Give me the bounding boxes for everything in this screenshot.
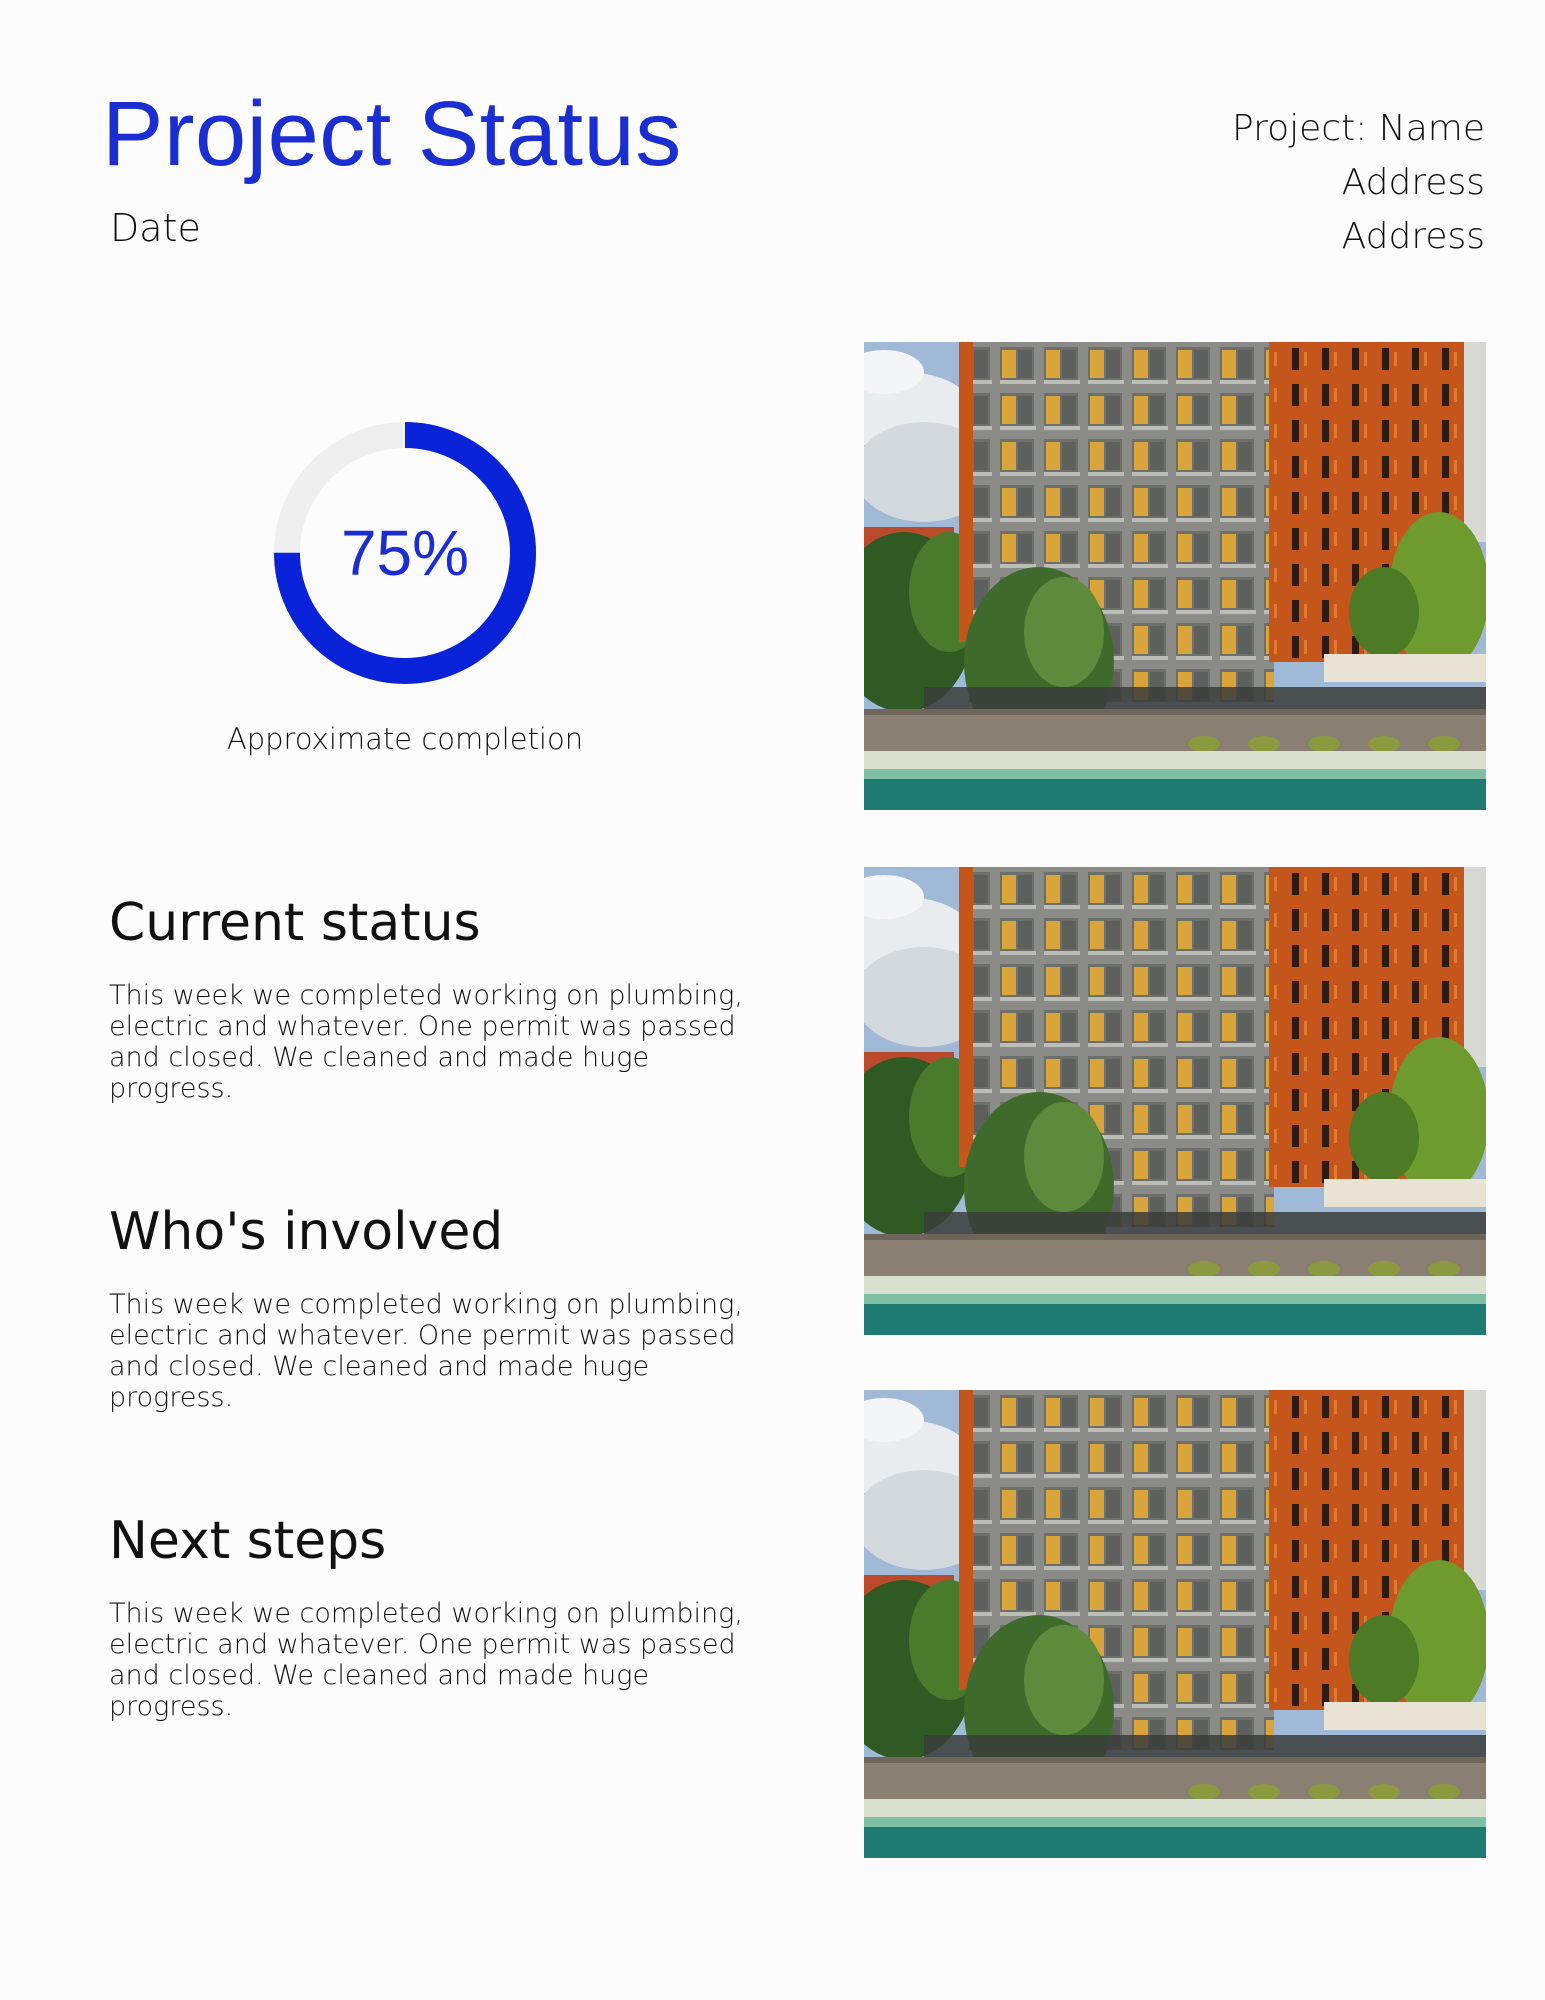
report-date: Date [110, 206, 201, 250]
building-photo-image [864, 342, 1486, 810]
completion-caption: Approximate completion [226, 722, 584, 756]
building-photo-image [864, 1390, 1486, 1858]
section-heading: Who's involved [109, 1202, 504, 1262]
project-address-line-1: Address [1341, 162, 1485, 203]
project-info [1232, 102, 1485, 264]
section-whos-involved [109, 1203, 749, 1413]
section-body: This week we completed working on plumbing, electric and whatever. One permit was passed and closed. We cleaned and made huge progress. [109, 1597, 743, 1722]
section-current-status [109, 894, 749, 1104]
building-photo-2 [864, 867, 1486, 1335]
section-heading: Current status [109, 893, 481, 953]
building-photo-3 [864, 1390, 1486, 1858]
building-photo-1 [864, 342, 1486, 810]
project-name: Project: Name [1232, 108, 1485, 149]
section-heading: Next steps [109, 1511, 387, 1571]
section-next-steps [109, 1512, 749, 1722]
page-title: Project Status [102, 83, 682, 185]
building-photo-image [864, 867, 1486, 1335]
completion-donut [264, 412, 546, 694]
section-body: This week we completed working on plumbing, electric and whatever. One permit was passed and closed. We cleaned and made huge progress. [109, 979, 743, 1104]
section-body: This week we completed working on plumbing, electric and whatever. One permit was passed and closed. We cleaned and made huge progress. [109, 1288, 743, 1413]
completion-percent: 75% [340, 517, 470, 589]
project-address-line-2: Address [1341, 216, 1485, 257]
